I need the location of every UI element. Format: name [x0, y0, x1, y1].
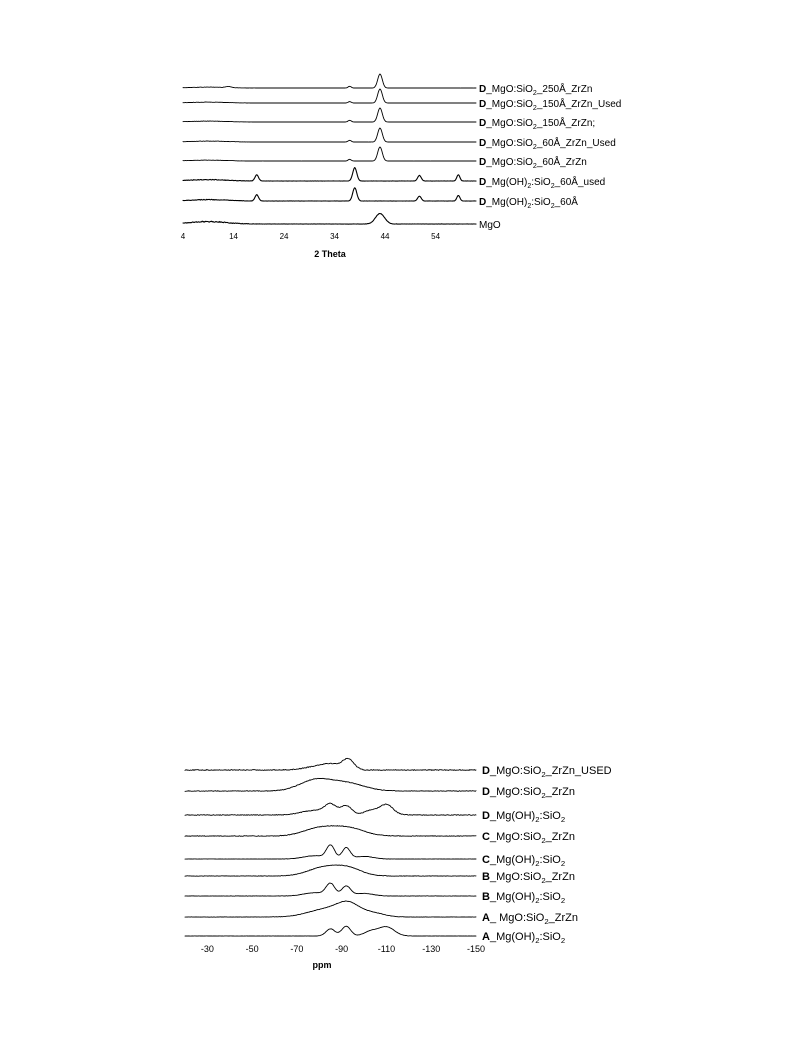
- series-trace: [185, 758, 476, 770]
- xrd-chart: [181, 74, 622, 259]
- series-label: D_MgO:SiO$_2$_250Å_ZrZn: [479, 84, 593, 97]
- series-label: D_MgO:SiO$_2$_60Å_ZrZn: [479, 157, 587, 170]
- series-label: $D\_Mg(OH)_2:SiO_2\_60Å$: [479, 197, 578, 210]
- series-label: D_MgO:SiO$_2$_ZrZn_USED: [482, 765, 612, 779]
- x-tick-label: 44: [380, 232, 390, 241]
- x-tick-label: -110: [377, 944, 396, 954]
- series-trace: [183, 74, 476, 88]
- series-trace: [185, 865, 476, 876]
- series-label: D_MgO:SiO$_2$_150Å_ZrZn;: [479, 118, 596, 131]
- series-trace: [185, 803, 476, 815]
- series-label: D_MgO:SiO$_2$_ZrZn: [482, 786, 575, 800]
- nmr-chart: [185, 758, 612, 970]
- x-tick-label: -30: [200, 944, 214, 954]
- series-trace: [185, 778, 476, 791]
- series-label: D_MgO:SiO$_2$_150Å_ZrZn_Used: [479, 99, 622, 112]
- series-label: B_MgO:SiO$_2$_ZrZn: [482, 871, 575, 885]
- series-trace: [185, 901, 476, 917]
- x-tick-label: -150: [466, 944, 486, 954]
- series-label: $B\_Mg(OH)_2:SiO_2$: [482, 891, 566, 905]
- series-label: MgO: [479, 220, 501, 231]
- series-label: D_MgO:SiO$_2$_60Å_ZrZn_Used: [479, 138, 616, 151]
- series-label: A_ MgO:SiO$_2$_ZrZn: [482, 912, 578, 926]
- series-label: $C\_Mg(OH)_2:SiO_2$: [482, 854, 566, 868]
- x-tick-label: -70: [290, 944, 304, 954]
- x-tick-label: -50: [245, 944, 259, 954]
- series-trace: [185, 883, 476, 896]
- series-label: $D\_Mg(OH)_2:SiO_2$: [482, 810, 566, 824]
- x-tick-label: 4: [180, 232, 186, 241]
- series-trace: [183, 147, 476, 161]
- series-trace: [183, 168, 476, 182]
- series-trace: [183, 108, 476, 122]
- series-trace: [185, 926, 476, 936]
- series-trace: [183, 214, 476, 225]
- series-label: $D\_Mg(OH)_2:SiO_2\_60Å\_used$: [479, 177, 606, 190]
- series-label: $A\_Mg(OH)_2:SiO_2$: [482, 931, 566, 945]
- series-trace: [183, 89, 476, 103]
- series-trace: [185, 845, 476, 859]
- x-tick-label: -90: [335, 944, 349, 954]
- x-axis-label: ppm: [312, 960, 332, 970]
- series-trace: [185, 826, 476, 837]
- x-tick-label: 54: [431, 232, 441, 241]
- x-tick-label: 24: [279, 232, 289, 241]
- x-tick-label: 14: [229, 232, 238, 241]
- series-label: C_MgO:SiO$_2$_ZrZn: [482, 831, 575, 845]
- series-trace: [183, 128, 476, 142]
- x-tick-label: -130: [422, 944, 441, 954]
- x-tick-label: 34: [330, 232, 340, 241]
- series-trace: [183, 188, 476, 201]
- x-axis-label: 2 Theta: [314, 249, 346, 259]
